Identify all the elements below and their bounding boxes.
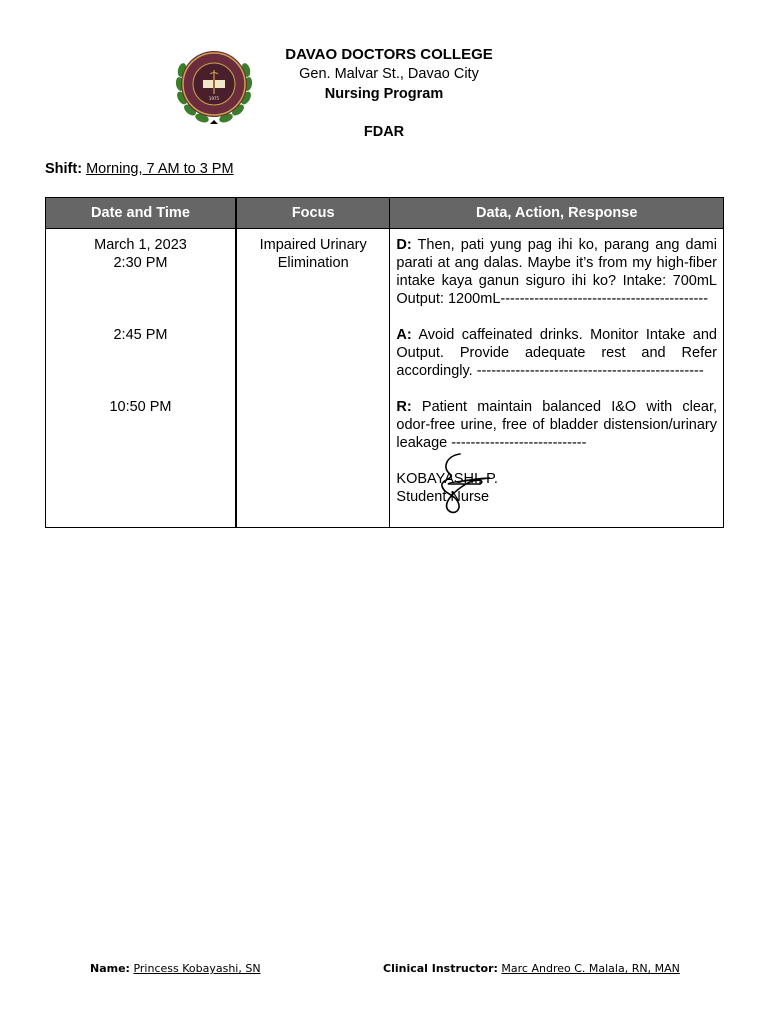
ci-label: Clinical Instructor:	[383, 962, 498, 975]
form-title: FDAR	[363, 124, 405, 140]
dar-cell	[390, 229, 724, 528]
shift-label: Shift:	[45, 161, 83, 177]
response-text: Patient maintain balanced I&O with clear, odor-free urine, free of bladder distension/urinary leakage ----------------------------	[396, 399, 718, 451]
svg-text:1975: 1975	[208, 96, 220, 101]
signer-role: Student Nurse	[396, 489, 490, 505]
table-row	[46, 229, 724, 528]
college-address: Gen. Malvar St., Davao City	[299, 66, 479, 82]
ci-value: Marc Andreo C. Malala, RN, MAN	[501, 962, 680, 975]
clinical-instructor-line	[383, 962, 680, 975]
time-response: 10:50 PM	[109, 399, 172, 415]
data-label: D:	[396, 237, 412, 253]
response-label: R:	[396, 399, 412, 415]
handwritten-signature	[420, 450, 490, 516]
student-name-line	[90, 962, 261, 975]
table-header-row	[46, 198, 724, 229]
header-date-time: Date and Time	[46, 198, 236, 229]
action-label: A:	[396, 327, 412, 343]
header-focus: Focus	[236, 198, 390, 229]
name-value: Princess Kobayashi, SN	[133, 962, 261, 975]
shift-line	[45, 161, 234, 177]
signer-name: KOBAYASHI, P.	[396, 471, 498, 487]
entry-date: March 1, 2023	[94, 237, 187, 253]
focus-cell	[236, 229, 390, 528]
action-text: Avoid caffeinated drinks. Monitor Intake and Output. Provide adequate rest and Refer accordingly. -----------------------------------------------	[396, 327, 717, 379]
focus-text: Impaired Urinary Elimination	[259, 237, 367, 271]
name-label: Name:	[90, 962, 130, 975]
response-entry	[396, 398, 717, 452]
time-action: 2:45 PM	[113, 327, 168, 343]
shift-value: Morning, 7 AM to 3 PM	[86, 161, 234, 177]
date-time-cell	[46, 229, 236, 528]
action-entry	[396, 326, 717, 380]
time-data: 2:30 PM	[113, 255, 168, 271]
data-entry	[396, 236, 717, 308]
college-name: DAVAO DOCTORS COLLEGE	[285, 46, 493, 63]
data-text: Then, pati yung pag ihi ko, parang ang dami parati at ang dalas. Maybe it’s from my high-fiber intake kaya ganun siguro ihi ko? Intake: 700mL Output: 1200mL-------------------------------------------	[396, 237, 717, 307]
header-dar: Data, Action, Response	[390, 198, 724, 229]
signature-block	[396, 470, 717, 506]
program-name: Nursing Program	[324, 86, 444, 102]
fdar-table	[45, 197, 724, 528]
